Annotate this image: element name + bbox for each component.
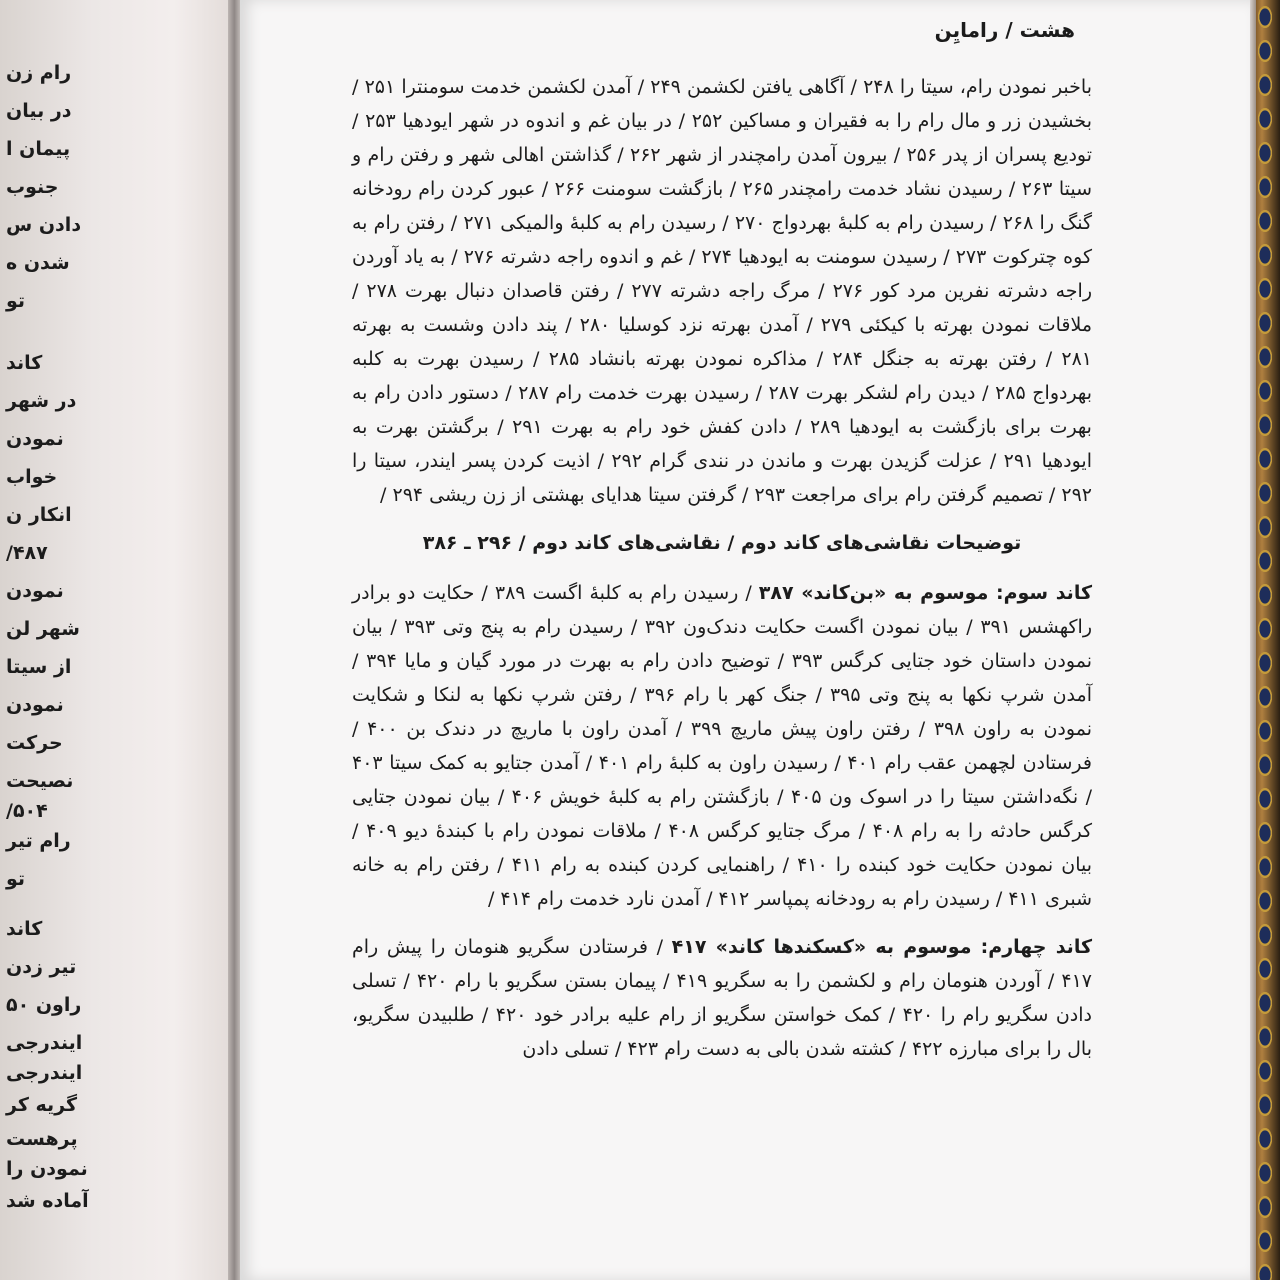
left-page-fragment: کاند [6,918,43,940]
kand3-paragraph [352,576,1092,916]
left-page-fragment: نصیحت [6,770,74,792]
left-page-fragment: حرکت [6,732,63,754]
left-page-fragment: تو [6,868,26,890]
facing-left-page [0,0,232,1280]
left-page-fragment: گریه کر [6,1094,78,1116]
kand2-contents-paragraph: باخبر نمودن رام، سیتا را ۲۴۸ / آگاهی یافتن لکشمن ۲۴۹ / آمدن لکشمن خدمت سومنترا ۲۵۱ / بخشیدن زر و مال رام را به فقیران و مساکین ۲۵۲ / در بیان غم و اندوه در شهر ایودهیا ۲۵۳ / تودیع پسران از پدر ۲۵۶ / بیرون آمدن رامچندر از شهر ۲۶۲ / گذاشتن اهالی شهر و رفتن رام و سیتا ۲۶۳ / رسیدن نشاد خدمت رامچندر ۲۶۵ / بازگشت سومنت ۲۶۶ / عبور کردن رام رودخانه گنگ را ۲۶۸ / رسیدن رام به کلبهٔ بهردواج ۲۷۰ / رسیدن رام به کلبهٔ والمیکی ۲۷۱ / رفتن رام به کوه چترکوت ۲۷۳ / رسیدن سومنت به ایودهیا ۲۷۴ / غم و اندوه راجه دشرته ۲۷۶ / به یاد آوردن راجه دشرته نفرین مرد کور ۲۷۶ / مرگ راجه دشرته ۲۷۷ / رفتن قاصدان دنبال بهرت ۲۷۸ / ملاقات نمودن بهرته با کیکئی ۲۷۹ / آمدن بهرته نزد کوسلیا ۲۸۰ / پند دادن وشست به بهرته ۲۸۱ / رفتن بهرته به جنگل ۲۸۴ / مذاکره نمودن بهرته بانشاد ۲۸۵ / رسیدن بهرت به کلبه بهردواج ۲۸۵ / دیدن رام لشکر بهرت ۲۸۷ / رسیدن بهرت خدمت رام ۲۸۷ / دستور دادن رام به بهرت برای بازگشت به ایودهیا ۲۸۹ / دادن کفش خود رام به بهرت ۲۹۱ / برگشتن بهرت به ایودهیا ۲۹۱ / عزلت گزیدن بهرت و ماندن در نندی گرام ۲۹۲ / اذیت کردن پسر ایندر، سیتا را ۲۹۲ / تصمیم گرفتن رام برای مراجعت ۲۹۳ / گرفتن سیتا هدایای بهشتی از زن ریشی ۲۹۴ / [352,76,1093,506]
page-edge [1250,0,1256,1280]
running-head: هشت / رامایِن [934,18,1075,42]
left-page-fragment: رام تیر [6,830,71,852]
kand3-contents: / رسیدن رام به کلبهٔ اگست ۳۸۹ / حکایت دو برادر راکهشس ۳۹۱ / بیان نمودن اگست حکایت دندک‌ون ۳۹۲ / رسیدن رام به پنج وتی ۳۹۳ / بیان نمودن داستان خود جتایی کرگس ۳۹۳ / توضیح دادن رام به بهرت در مورد گیان و مایا ۳۹۴ / آمدن شرپ نکها به پنج وتی ۳۹۵ / جنگ کهر با رام ۳۹۶ / رفتن شرپ نکها به لنکا و شکایت نمودن به راون ۳۹۸ / رفتن راون پیش ماریچ ۳۹۹ / آمدن راون با ماریچ در دندک بن ۴۰۰ / فرستادن لچهمن عقب رام ۴۰۱ / رسیدن راون به کلبهٔ رام ۴۰۱ / آمدن جتایو به کمک سیتا ۴۰۳ / نگه‌داشتن سیتا را در اسوک ون ۴۰۵ / بازگشتن رام به کلبهٔ خویش ۴۰۶ / بیان نمودن جتایی کرگس حادثه را به رام ۴۰۸ / مرگ جتایو کرگس ۴۰۸ / ملاقات نمودن رام با کبندهٔ دیو ۴۰۹ / بیان نمودن حکایت خود کبنده را ۴۱۰ / راهنمایی کردن کبنده به رام ۴۱۱ / رفتن رام به خانه شبری ۴۱۱ / رسیدن رام به رودخانه پمپاسر ۴۱۲ / آمدن نارد خدمت رام ۴۱۴ / [352,582,1093,910]
left-page-fragment: نمودن را [6,1158,88,1180]
left-page-fragment: کاند [6,352,43,374]
left-page-fragment: انکار ن [6,504,72,526]
kand4-contents: / فرستادن سگریو هنومان را پیش رام ۴۱۷ / آوردن هنومان رام و لکشمن را به سگریو ۴۱۹ / پیمان بستن سگریو با رام ۴۲۰ / تسلی دادن سگریو رام را ۴۲۰ / کمک خواستن سگریو از رام علیه برادر خود ۴۲۰ / طلبیدن سگریو، بال را برای مبارزه ۴۲۲ / کشته شدن بالی به دست رام ۴۲۳ / تسلی دادن [352,936,1093,1060]
kand3-heading: کاند سوم: موسوم به «بن‌کاند» ۳۸۷ [758,582,1092,604]
left-page-fragment: شهر لن [6,618,80,640]
left-page-fragment: نمودن [6,580,64,602]
ornamental-cover-border [1250,0,1280,1280]
table-of-contents-text [352,70,1092,1066]
left-page-fragment: تو [6,290,26,312]
left-page-fragment: خواب [6,466,58,488]
left-page-fragment: ۴۸۷/ [6,542,48,564]
left-page-fragment: شدن ه [6,252,70,274]
kand4-paragraph [352,930,1092,1066]
kand4-heading: کاند چهارم: موسوم به «کسکندها کاند» ۴۱۷ [671,936,1093,958]
left-page-fragment: نمودن [6,694,64,716]
left-page-fragment: جنوب [6,176,59,198]
left-page-fragment: رام زن [6,62,72,84]
left-page-fragment: دادن س [6,214,82,236]
left-page-fragment: در شهر [6,390,77,412]
left-page-fragment: پرهست [6,1128,78,1150]
left-page-fragment: تیر زدن [6,956,77,978]
left-page-fragment: از سیتا [6,656,72,678]
kand2-paintings-caption: توضیحات نقاشی‌های کاند دوم / نقاشی‌های کاند دوم / ۲۹۶ ـ ۳۸۶ [422,532,1022,554]
left-page-fragment: در بیان [6,100,72,122]
left-page-fragment: راون ۵۰ [6,994,82,1016]
book-page [240,0,1250,1280]
left-page-fragment: ایندرجی [6,1032,83,1054]
left-page-fragment: نمودن [6,428,64,450]
left-page-fragment: ۵۰۴/ [6,800,48,822]
left-page-fragment: پیمان ا [6,138,71,160]
left-page-fragment: آماده شد [6,1190,89,1212]
left-page-fragment: ایندرجی [6,1062,83,1084]
